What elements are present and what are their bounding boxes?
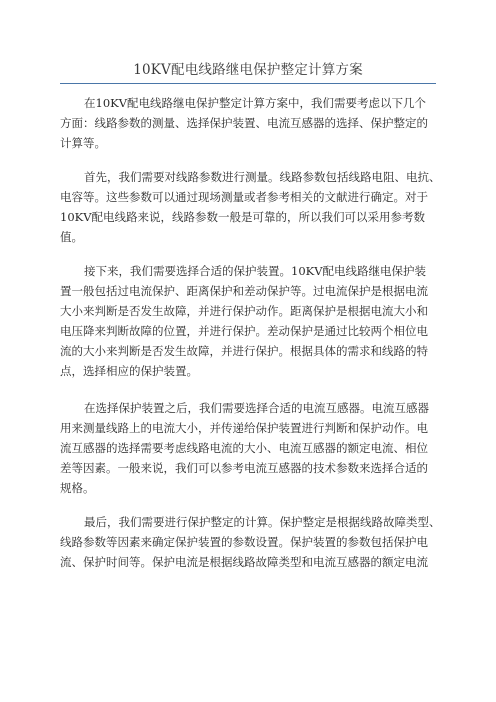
paragraph-line: 规格。 <box>60 481 95 495</box>
paragraph-line: 最后，我们需要进行保护整定的计算。保护整定是根据线路故障类型、 <box>84 515 441 529</box>
paragraph-line: 接下来，我们需要选择合适的保护装置。10KV配电线路继电保护装 <box>84 264 427 278</box>
paragraph-line: 线路参数等因素来确定保护装置的参数设置。保护装置的参数包括保护电 <box>60 535 428 549</box>
document-title: 10KV配电线路继电保护整定计算方案 <box>133 62 363 78</box>
paragraph-1 <box>60 93 440 153</box>
paragraph-line: 流、保护时间等。保护电流是根据线路故障类型和电流互感器的额定电流 <box>60 555 428 569</box>
paragraph-line: 流互感器的选择需要考虑线路电流的大小、电流互感器的额定电流、相位 <box>60 441 428 455</box>
title-underline <box>60 83 436 84</box>
paragraph-line: 值。 <box>60 230 83 244</box>
paragraph-line: 差等因素。一般来说，我们可以参考电流互感器的技术参数来选择合适的 <box>60 461 428 475</box>
paragraph-line: 用来测量线路上的电流大小，并传递给保护装置进行判断和保护动作。电 <box>60 421 428 435</box>
paragraph-line: 首先，我们需要对线路参数进行测量。线路参数包括线路电阻、电抗、 <box>84 170 441 184</box>
paragraph-line: 在选择保护装置之后，我们需要选择合适的电流互感器。电流互感器 <box>84 401 429 415</box>
paragraph-line: 方面：线路参数的测量、选择保护装置、电流互感器的选择、保护整定的 <box>60 116 428 130</box>
paragraph-line: 10KV配电线路来说，线路参数一般是可靠的，所以我们可以采用参考数 <box>60 210 426 224</box>
paragraph-2 <box>60 167 440 247</box>
paragraph-line: 点，选择相应的保护装置。 <box>60 364 198 378</box>
paragraph-line: 置一般包括过电流保护、距离保护和差动保护等。过电流保护是根据电流 <box>60 284 428 298</box>
paragraph-4 <box>60 398 440 498</box>
paragraph-3 <box>60 261 440 381</box>
paragraph-line: 计算等。 <box>60 136 106 150</box>
paragraph-line: 在10KV配电线路继电保护整定计算方案中，我们需要考虑以下几个 <box>84 96 427 110</box>
paragraph-line: 电压降来判断故障的位置，并进行保护。差动保护是通过比较两个相位电 <box>60 324 428 338</box>
paragraph-line: 流的大小来判断是否发生故障，并进行保护。根据具体的需求和线路的特 <box>60 344 428 358</box>
paragraph-line: 大小来判断是否发生故障，并进行保护动作。距离保护是根据电流大小和 <box>60 304 428 318</box>
paragraph-5 <box>60 512 440 572</box>
paragraph-line: 电容等。这些参数可以通过现场测量或者参考相关的文献进行确定。对于 <box>60 190 428 204</box>
